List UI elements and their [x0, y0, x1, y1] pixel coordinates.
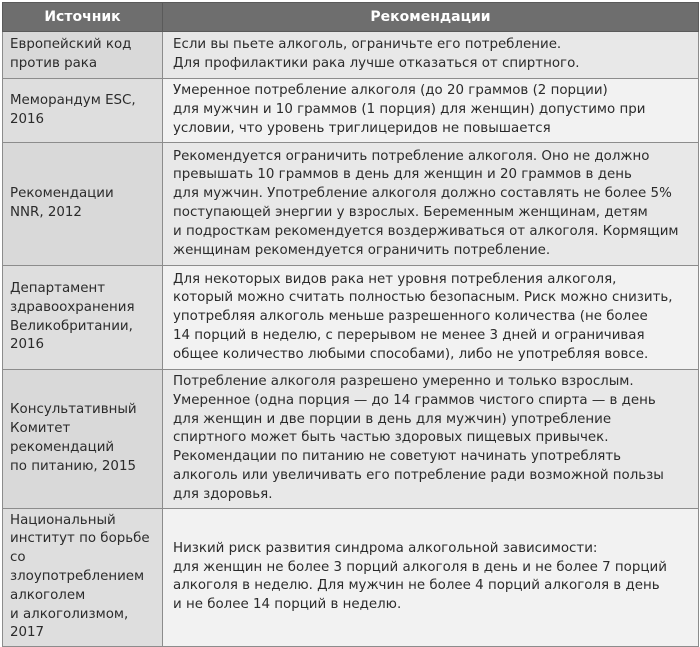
source-cell: Меморандум ESC, 2016: [3, 79, 163, 143]
table-row: [3, 266, 699, 370]
alcohol-recommendations-table: [2, 2, 699, 647]
table-row: [3, 32, 699, 79]
recommendation-cell: Умеренное потребление алкоголя (до 20 граммов (2 порции) для мужчин и 10 граммов (1 порция) для женщин) допустимо при условии, что уровень триглицеридов не повышается: [163, 79, 699, 143]
source-cell: Европейский код против рака: [3, 32, 163, 79]
recommendation-cell: Низкий риск развития синдрома алкогольной зависимости: для женщин не более 3 порций алкоголя в день и не более 7 порций алкоголя в неделю. Для мужчин не более 4 порций алкоголя в день и не более 14 порций в неделю.: [163, 508, 699, 647]
header-recommendations: Рекомендации: [163, 3, 699, 32]
table-row: [3, 370, 699, 509]
recommendation-cell: Рекомендуется ограничить потребление алкоголя. Оно не должно превышать 10 граммов в день для женщин и 20 граммов в день для мужчин. Употребление алкоголя должно составлять не более 5% поступающей энергии у взрослых. Беременным женщинам, детям и подросткам рекомендуется воздерживаться от алкоголя. Кормящим женщинам рекомендуется ограничить потребление.: [163, 143, 699, 266]
table-row: [3, 143, 699, 266]
recommendation-cell: Если вы пьете алкоголь, ограничьте его потребление. Для профилактики рака лучше отказаться от спиртного.: [163, 32, 699, 79]
table-row: [3, 508, 699, 647]
recommendation-cell: Потребление алкоголя разрешено умеренно и только взрослым. Умеренное (одна порция — до 14 граммов чистого спирта — в день для женщин и две порции в день для мужчин) употребление спиртного может быть частью здоровых пищевых привычек. Рекомендации по питанию не советуют начинать употреблять алкоголь или увеличивать его потребление ради возможной пользы для здоровья.: [163, 370, 699, 509]
header-source: Источник: [3, 3, 163, 32]
source-cell: Департамент здравоохранения Великобритании, 2016: [3, 266, 163, 370]
source-cell: Рекомендации NNR, 2012: [3, 143, 163, 266]
table-header-row: [3, 3, 699, 32]
table-row: [3, 79, 699, 143]
recommendation-cell: Для некоторых видов рака нет уровня потребления алкоголя, который можно считать полностью безопасным. Риск можно снизить, употребляя алкоголь меньше разрешенного количества (не более 14 порций в неделю, с перерывом не менее 3 дней и ограничивая общее количество любыми способами), либо не употребляя вовсе.: [163, 266, 699, 370]
source-cell: Национальный институт по борьбе со злоупотреблением алкоголем и алкоголизмом, 2017: [3, 508, 163, 647]
source-cell: Консультативный Комитет рекомендаций по питанию, 2015: [3, 370, 163, 509]
